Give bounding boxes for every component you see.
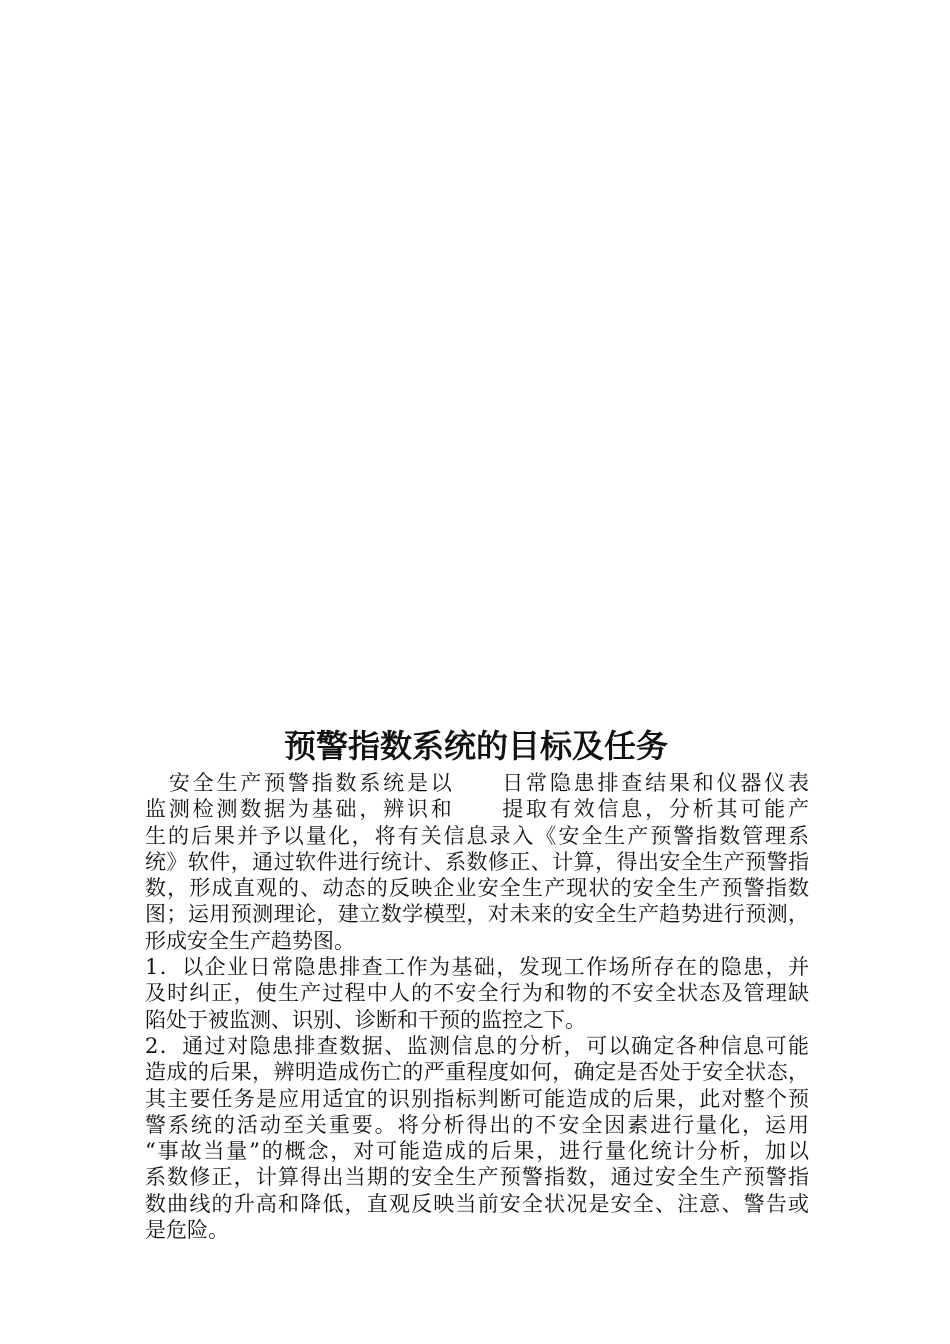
- text-line: 生的后果并予以量化，将有关信息录入《安全生产预警指数管理系: [145, 823, 809, 848]
- text-line: 监测检测数据为基础，辨识和 提取有效信息，分析其可能产: [145, 797, 809, 822]
- text-line: 及时纠正，使生产过程中人的不安全行为和物的不安全状态及管理缺: [145, 981, 809, 1006]
- text-line: 2．通过对隐患排查数据、监测信息的分析，可以确定各种信息可能: [145, 1033, 809, 1058]
- text-line: 造成的后果，辨明造成伤亡的严重程度如何，确定是否处于安全状态，: [145, 1060, 809, 1085]
- text-line: 形成安全生产趋势图。: [145, 928, 355, 953]
- paragraph-intro: [145, 770, 809, 954]
- text-line: 数曲线的升高和降低，直观反映当前安全状况是安全、注意、警告或: [145, 1191, 809, 1216]
- text-line: 数，形成直观的、动态的反映企业安全生产现状的安全生产预警指数: [145, 876, 809, 901]
- text-line: 1．以企业日常隐患排查工作为基础，发现工作场所存在的隐患，并: [145, 955, 809, 980]
- text-line: 其主要任务是应用适宜的识别指标判断可能造成的后果，此对整个预: [145, 1086, 809, 1111]
- text-line: “事故当量”的概念，对可能造成的后果，进行量化统计分析，加以: [145, 1139, 809, 1164]
- paragraph-item-1: [145, 954, 809, 1033]
- document-body: [145, 770, 809, 1243]
- text-line: 警系统的活动至关重要。将分析得出的不安全因素进行量化，运用: [145, 1112, 809, 1137]
- text-line: 系数修正，计算得出当期的安全生产预警指数，通过安全生产预警指: [145, 1165, 809, 1190]
- text-line: 陷处于被监测、识别、诊断和干预的监控之下。: [145, 1007, 586, 1032]
- paragraph-item-2: [145, 1033, 809, 1243]
- text-line: 统》软件，通过软件进行统计、系数修正、计算，得出安全生产预警指: [145, 849, 809, 874]
- text-line: 安全生产预警指数系统是以 日常隐患排查结果和仪器仪表: [145, 771, 809, 795]
- document-title: 预警指数系统的目标及任务: [283, 727, 668, 765]
- text-line: 图；运用预测理论，建立数学模型，对未来的安全生产趋势进行预测，: [145, 902, 809, 927]
- text-line: 是危险。: [145, 1218, 229, 1243]
